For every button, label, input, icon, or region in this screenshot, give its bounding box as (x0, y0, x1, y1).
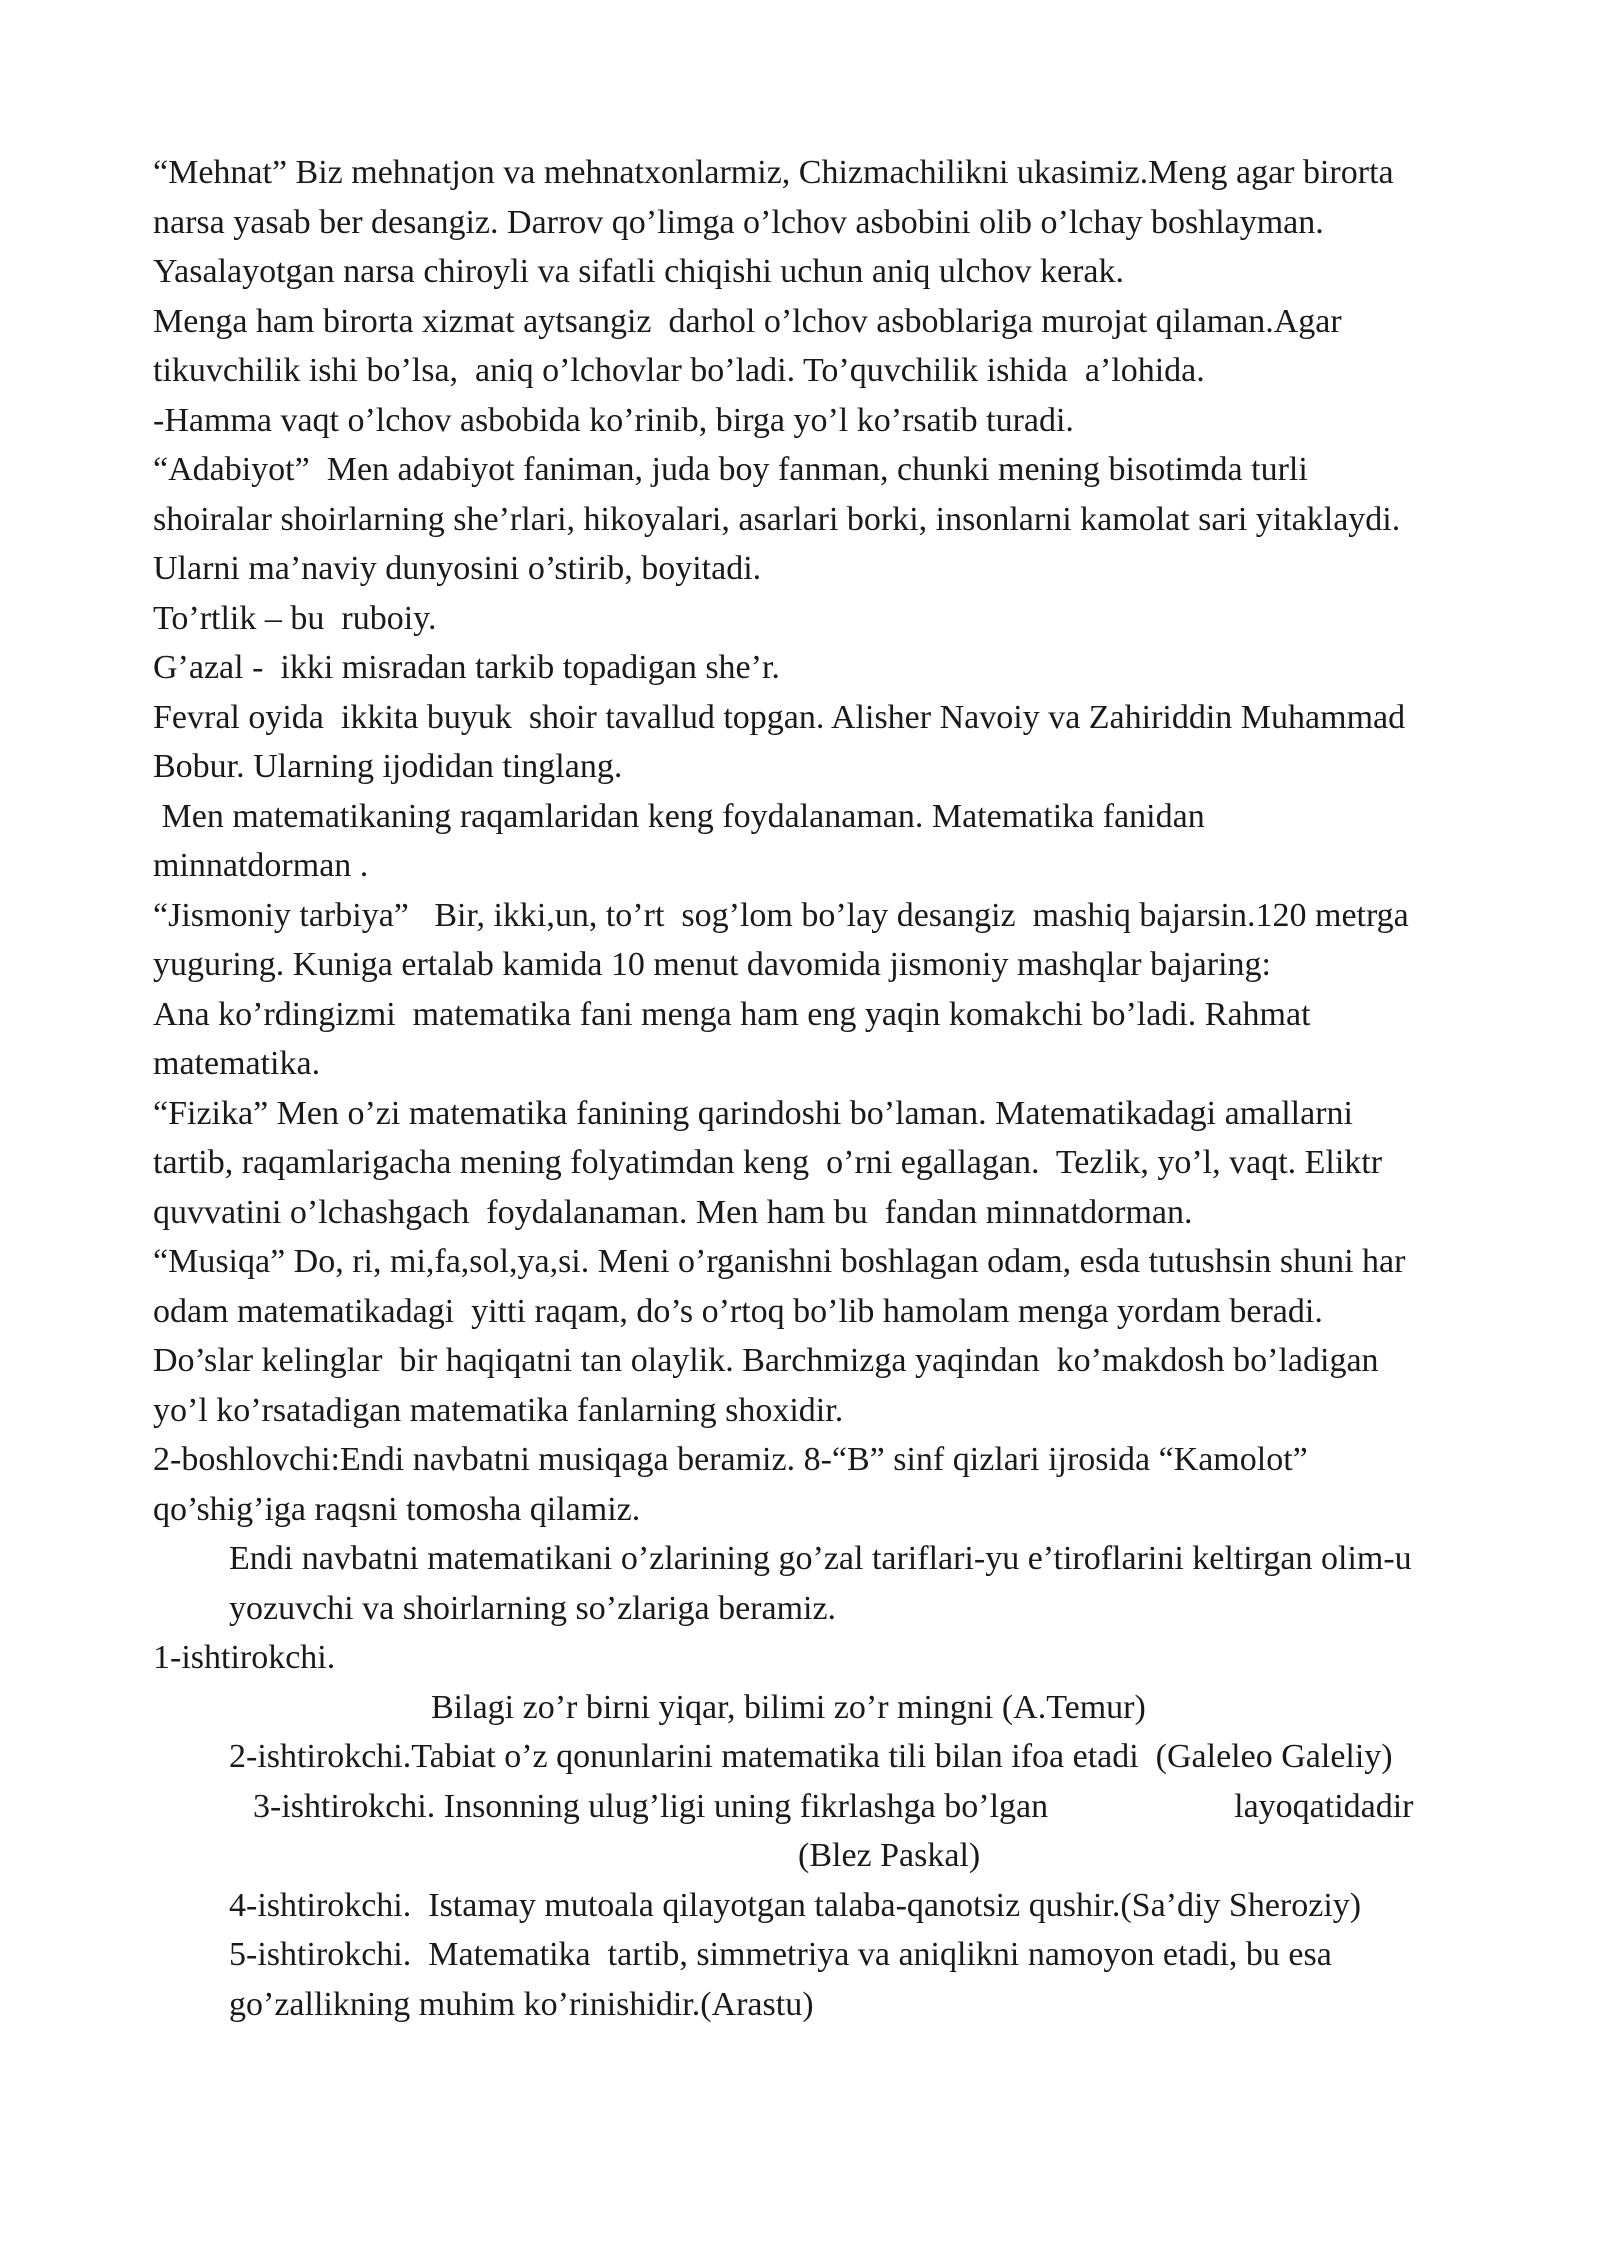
text-line: Menga ham birorta xizmat aytsangiz darhol o’lchov asboblariga murojat qilaman.Agar (153, 302, 1342, 340)
quote-line (153, 1782, 1553, 1832)
text-line: To’rtlik – bu ruboiy. (153, 599, 437, 637)
text-line: G’azal - ikki misradan tarkib topadigan she’r. (153, 649, 780, 686)
text-line: quvvatini o’lchashgach foydalanaman. Men ham bu fandan minnatdorman. (153, 1193, 1193, 1231)
quote-line: go’zallikning muhim ko’rinishidir.(Arastu) (229, 1985, 814, 2023)
participant-label: 1-ishtirokchi. (153, 1639, 336, 1676)
text-line: Yasalayotgan narsa chiroyli va sifatli chiqishi uchun aniq ulchov kerak. (153, 253, 1124, 290)
text-line: Fevral oyida ikkita buyuk shoir tavallud topgan. Alisher Navoiy va Zahiriddin Muhammad (153, 698, 1406, 736)
text-line: matematika. (153, 1045, 321, 1082)
text-line: “Mehnat” Biz mehnatjon va mehnatxonlarmiz, Chizmachilikni ukasimiz.Meng agar birorta (153, 154, 1394, 191)
quote-line: 4-ishtirokchi. Istamay mutoala qilayotgan talaba-qanotsiz qushir.(Sa’diy Sheroziy) (229, 1886, 1362, 1924)
quote-text: 3-ishtirokchi. Insonning ulug’ligi uning fikrlashga bo’lgan (253, 1787, 1049, 1825)
text-line: Men matematikaning raqamlaridan keng foydalanaman. Matematika fanidan (153, 797, 1205, 835)
text-line: tartib, raqamlarigacha mening folyatimdan keng o’rni egallagan. Tezlik, yo’l, vaqt. Eliktr (153, 1144, 1383, 1181)
text-line: tikuvchilik ishi bo’lsa, aniq o’lchovlar bo’ladi. To’quvchilik ishida a’lohida. (153, 352, 1205, 389)
text-line: -Hamma vaqt o’lchov asbobida ko’rinib, birga yo’l ko’rsatib turadi. (153, 401, 1074, 439)
intro-line: yozuvchi va shoirlarning so’zlariga beramiz. (229, 1589, 837, 1627)
text-line: “Fizika” Men o’zi matematika fanining qarindoshi bo’laman. Matematikadagi amallarni (153, 1094, 1353, 1132)
text-line: “Adabiyot” Men adabiyot faniman, juda boy fanman, chunki mening bisotimda turli (153, 451, 1308, 488)
text-line: minnatdorman . (153, 847, 369, 884)
text-line: yo’l ko’rsatadigan matematika fanlarning shoxidir. (153, 1391, 844, 1429)
text-line: shoiralar shoirlarning she’rlari, hikoyalari, asarlari borki, insonlarni kamolat sari yitaklaydi. (153, 500, 1401, 538)
quote-author: (Blez Paskal) (798, 1837, 981, 1874)
quote-text: layoqatidadir (1234, 1787, 1414, 1825)
quote-line: 5-ishtirokchi. Matematika tartib, simmetriya va aniqlikni namoyon etadi, bu esa (229, 1936, 1332, 1973)
text-line: Do’slar kelinglar bir haqiqatni tan olaylik. Barchmizga yaqindan ko’makdosh bo’ladigan (153, 1342, 1379, 1379)
text-line: “Jismoniy tarbiya” Bir, ikki,un, to’rt sog’lom bo’lay desangiz mashiq bajarsin.120 metrga (153, 896, 1409, 934)
text-line: 2-boshlovchi:Endi navbatni musiqaga beramiz. 8-“B” sinf qizlari ijrosida “Kamolot” (153, 1441, 1308, 1478)
text-line: yuguring. Kuniga ertalab kamida 10 menut davomida jismoniy mashqlar bajaring: (153, 946, 1271, 983)
text-line: qo’shig’iga raqsni tomosha qilamiz. (153, 1490, 641, 1528)
text-line: Ularni ma’naviy dunyosini o’stirib, boyitadi. (153, 550, 762, 587)
text-line: Ana ko’rdingizmi matematika fani menga ham eng yaqin komakchi bo’ladi. Rahmat (153, 995, 1311, 1033)
text-line: narsa yasab ber desangiz. Darrov qo’limga o’lchov asbobini olib o’lchay boshlayman. (153, 203, 1324, 241)
document-body (153, 148, 1553, 2029)
quote-line: 2-ishtirokchi.Tabiat o’z qonunlarini matematika tili bilan ifoa etadi (Galeleo Galeliy) (229, 1738, 1393, 1775)
text-line: “Musiqa” Do, ri, mi,fa,sol,ya,si. Meni o’rganishni boshlagan odam, esda tutushsin shuni har (153, 1243, 1406, 1280)
text-line: odam matematikadagi yitti raqam, do’s o’rtoq bo’lib hamolam menga yordam beradi. (153, 1292, 1323, 1330)
intro-line: Endi navbatni matematikani o’zlarining go’zal tariflari-yu e’tiroflarini keltirgan olim-u (229, 1540, 1412, 1577)
text-line: Bobur. Ularning ijodidan tinglang. (153, 748, 623, 785)
quote-line: Bilagi zo’r birni yiqar, bilimi zo’r mingni (A.Temur) (431, 1688, 1146, 1726)
